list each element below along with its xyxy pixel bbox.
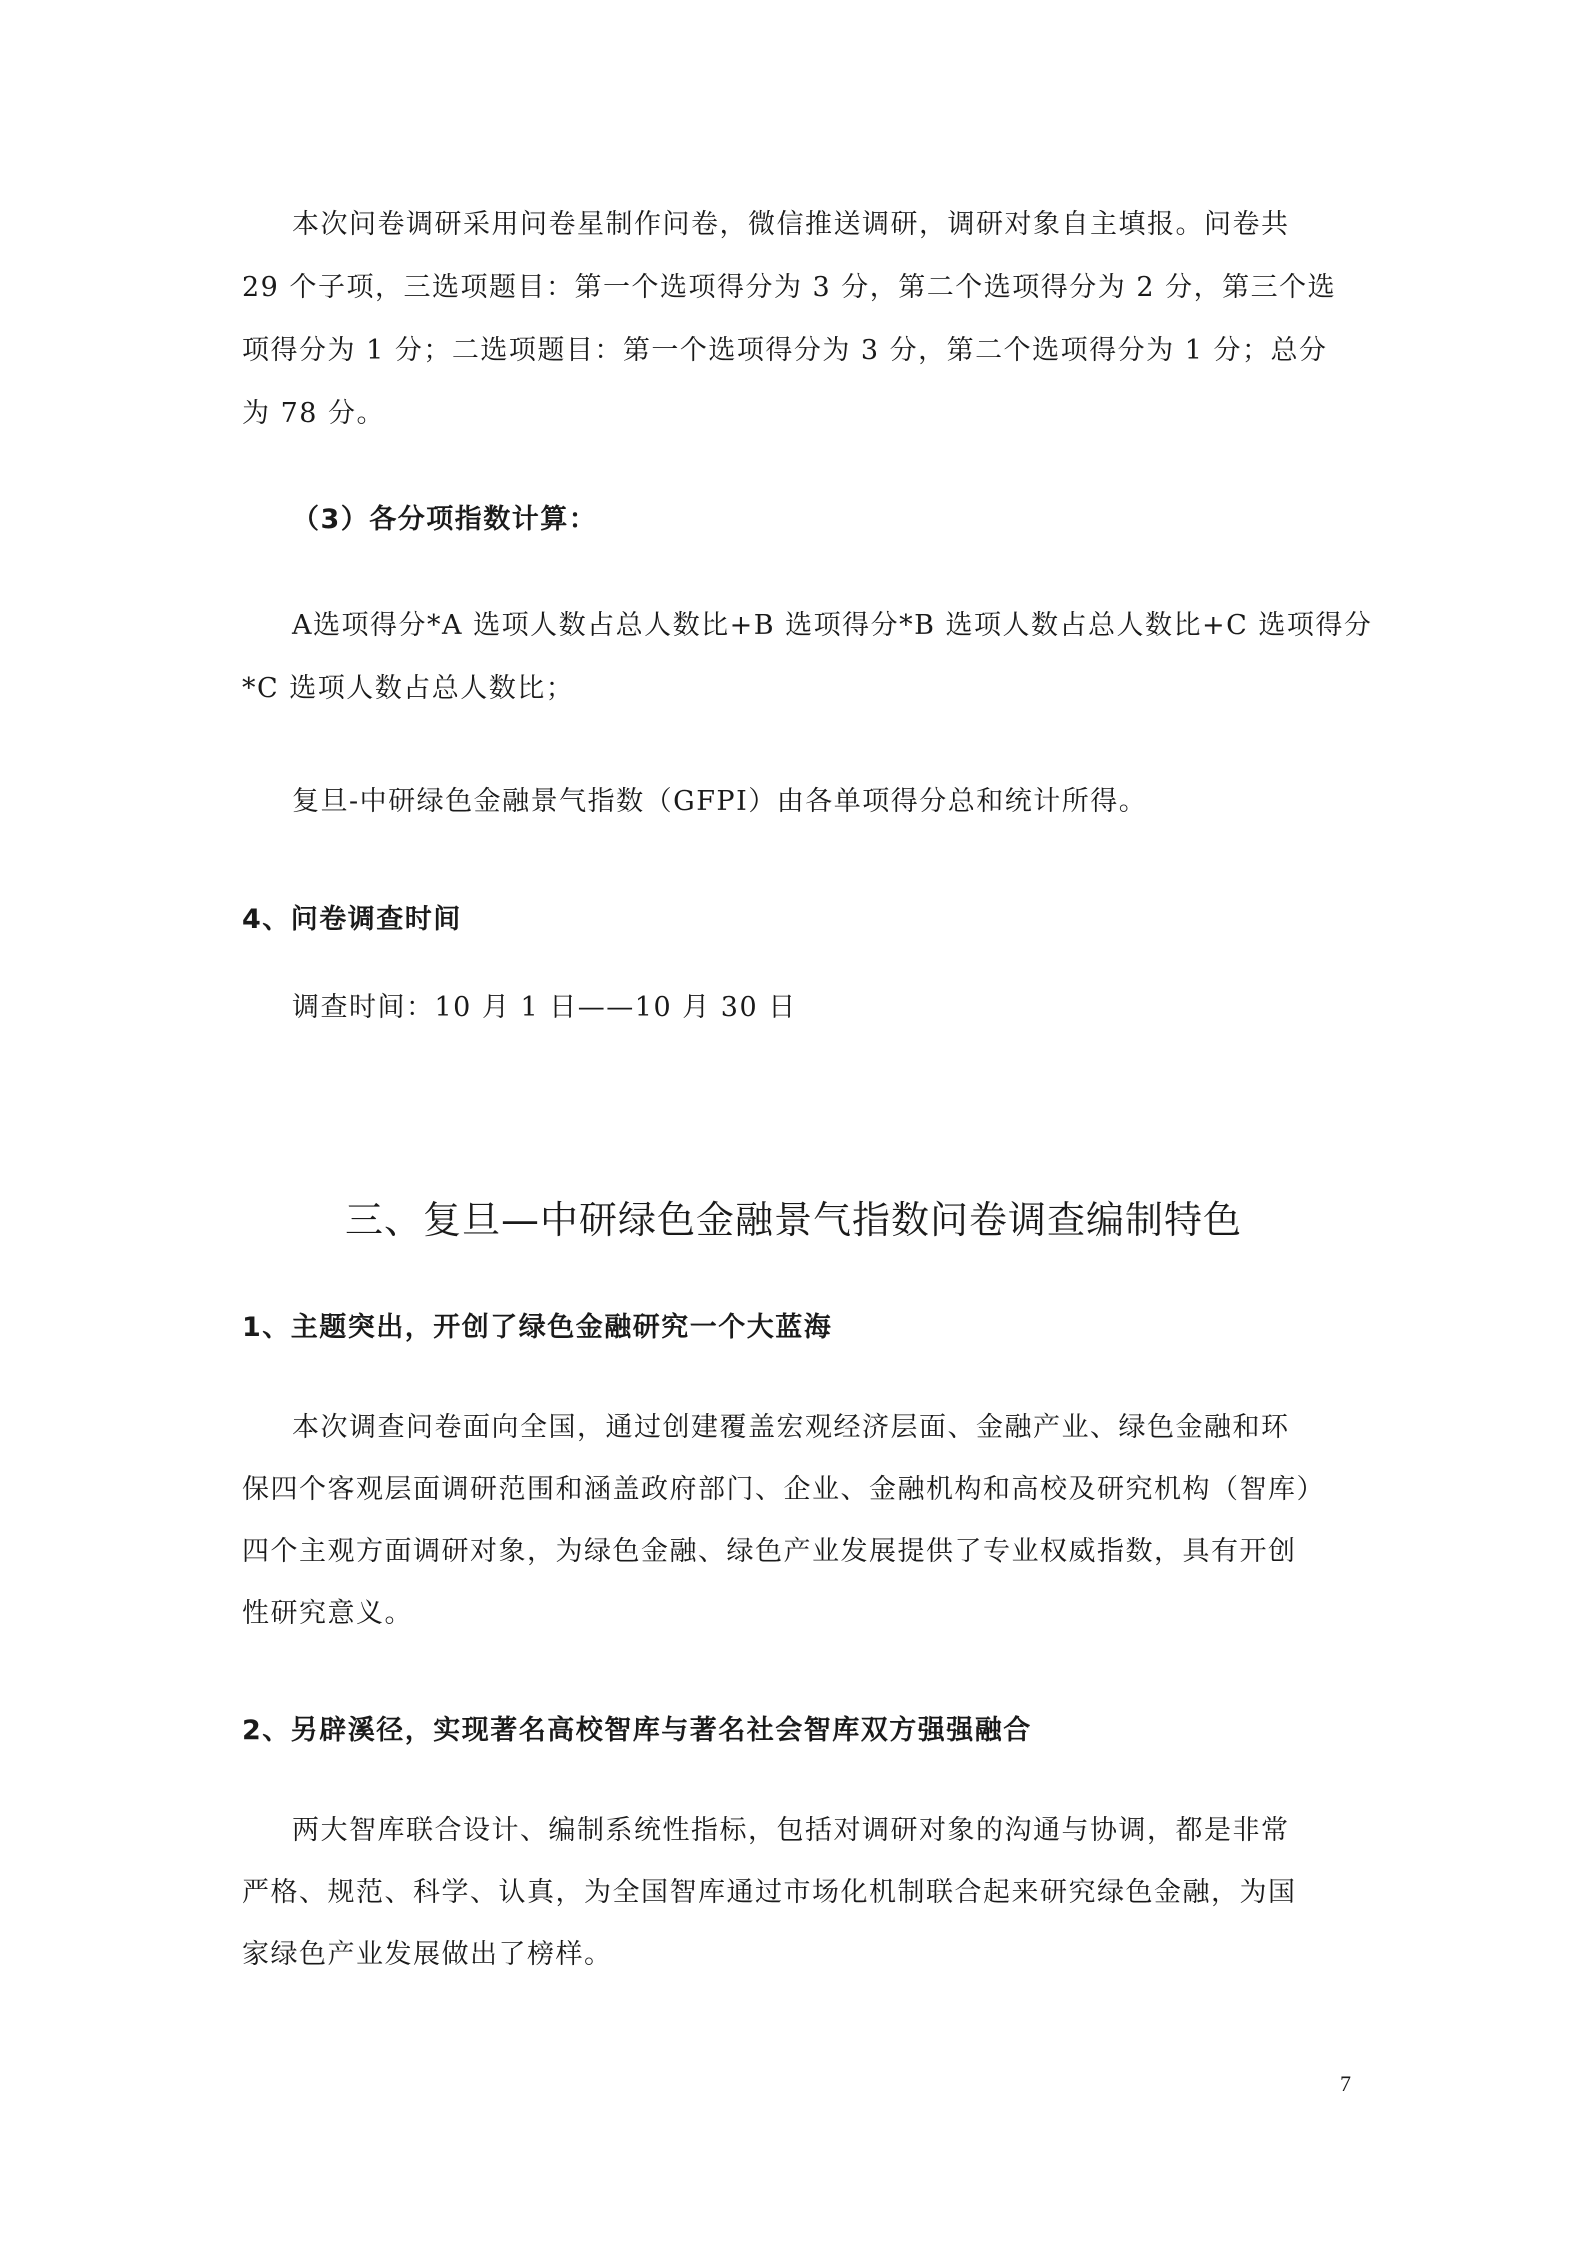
feature-2-line-3: 家绿色产业发展做出了榜样。 — [242, 1939, 613, 1970]
chapter-3-title: 三、复旦—中研绿色金融景气指数问卷调查编制特色 — [344, 1198, 1242, 1242]
feature-1-line-1: 本次调查问卷面向全国，通过创建覆盖宏观经济层面、金融产业、绿色金融和环 — [292, 1412, 1290, 1443]
feature-1-line-4: 性研究意义。 — [242, 1598, 413, 1629]
feature-1-line-3: 四个主观方面调研对象，为绿色金融、绿色产业发展提供了专业权威指数，具有开创 — [242, 1536, 1297, 1567]
method-line-3: 项得分为 1 分；二选项题目：第一个选项得分为 3 分，第二个选项得分为 1 分；总分 — [242, 335, 1328, 366]
subheading-index-calc: （3）各分项指数计算： — [292, 504, 598, 535]
formula-line-1: A选项得分*A 选项人数占总人数比+B 选项得分*B 选项人数占总人数比+C 选项得分 — [292, 610, 1373, 641]
feature-2-line-1: 两大智库联合设计、编制系统性指标，包括对调研对象的沟通与协调，都是非常 — [292, 1815, 1290, 1846]
method-line-2: 29 个子项，三选项题目：第一个选项得分为 3 分，第二个选项得分为 2 分，第三个选 — [242, 272, 1337, 303]
survey-time: 调查时间：10 月 1 日——10 月 30 日 — [292, 992, 797, 1023]
feature-1-heading: 1、主题突出，开创了绿色金融研究一个大蓝海 — [242, 1312, 833, 1343]
formula-line-2: *C 选项人数占总人数比； — [242, 673, 575, 704]
gfpi-paragraph: 复旦-中研绿色金融景气指数（GFPI）由各单项得分总和统计所得。 — [292, 786, 1148, 817]
page-number: 7 — [1340, 2071, 1351, 2096]
feature-2-line-2: 严格、规范、科学、认真，为全国智库通过市场化机制联合起来研究绿色金融，为国 — [242, 1877, 1297, 1908]
method-line-1: 本次问卷调研采用问卷星制作问卷，微信推送调研，调研对象自主填报。问卷共 — [292, 209, 1290, 240]
section-4-heading: 4、问卷调查时间 — [242, 904, 462, 935]
feature-1-line-2: 保四个客观层面调研范围和涵盖政府部门、企业、金融机构和高校及研究机构（智库） — [242, 1474, 1325, 1505]
feature-2-heading: 2、另辟溪径，实现著名高校智库与著名社会智库双方强强融合 — [242, 1715, 1032, 1746]
method-line-4: 为 78 分。 — [242, 398, 386, 429]
